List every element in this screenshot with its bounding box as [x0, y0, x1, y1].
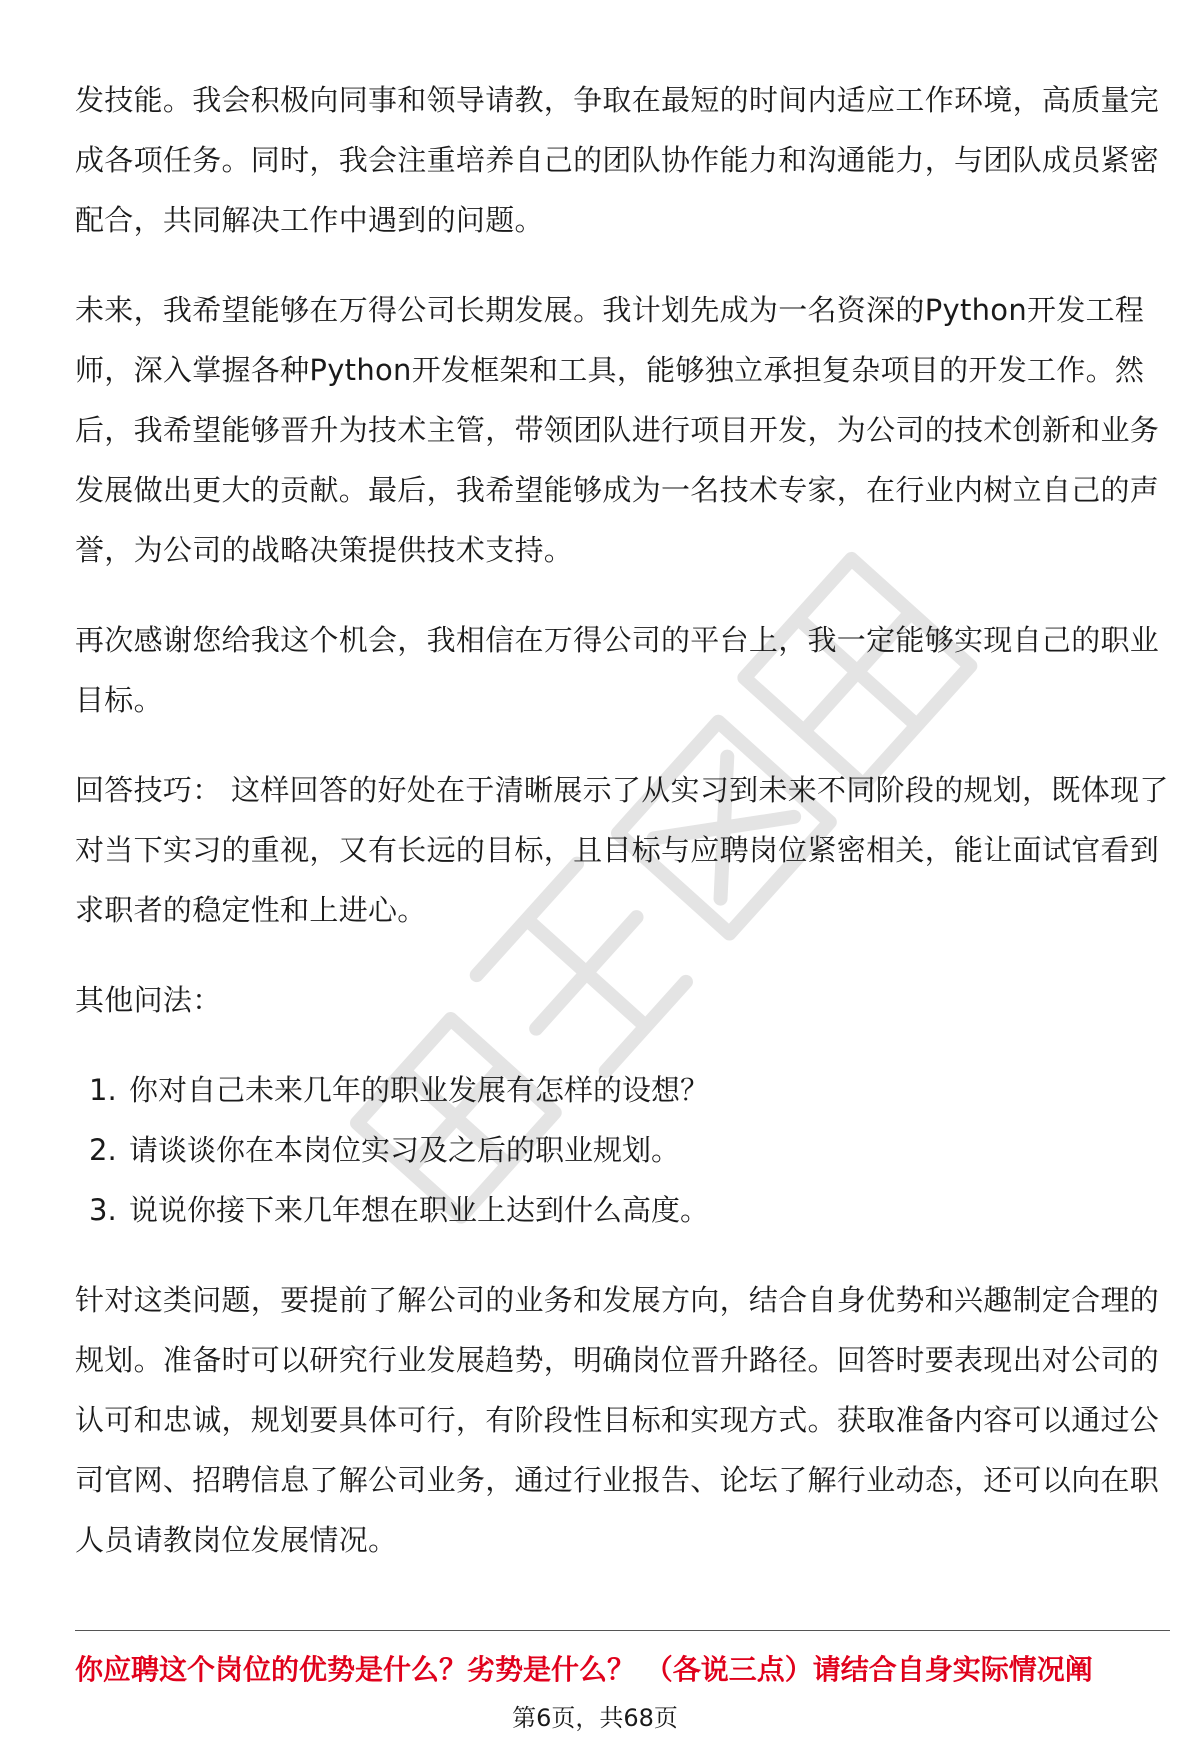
paragraph-preparation-advice: 针对这类问题，要提前了解公司的业务和发展方向，结合自身优势和兴趣制定合理的规划。准备时可以研究行业发展趋势，明确岗位晋升路径。回答时要表现出对公司的认可和忠诚，规划要具体可行，有阶段性目标和实现方式。获取准备内容可以通过公司官网、招聘信息了解公司业务，通过行业报告、论坛了解行业动态，还可以向在职人员请教岗位发展情况。 — [75, 1283, 1160, 1557]
list-item — [75, 1120, 1170, 1180]
other-questions-heading: 其他问法： — [75, 983, 222, 1017]
paragraph-future-plan: 未来，我希望能够在万得公司长期发展。我计划先成为一名资深的Python开发工程师，深入掌握各种Python开发框架和工具，能够独立承担复杂项目的开发工作。然后，我希望能够晋升为技术主管，带领团队进行项目开发，为公司的技术创新和业务发展做出更大的贡献。最后，我希望能够成为一名技术专家，在行业内树立自己的声誉，为公司的战略决策提供技术支持。 — [75, 293, 1160, 567]
paragraph-work-attitude: 发技能。我会积极向同事和领导请教，争取在最短的时间内适应工作环境，高质量完成各项任务。同时，我会注重培养自己的团队协作能力和沟通能力，与团队成员紧密配合，共同解决工作中遇到的问题。 — [75, 83, 1160, 237]
list-item-text: 请谈谈你在本岗位实习及之后的职业规划。 — [129, 1133, 681, 1167]
list-item — [75, 1180, 1170, 1240]
other-questions-list — [75, 1060, 1170, 1240]
list-item-text: 说说你接下来几年想在职业上达到什么高度。 — [129, 1193, 710, 1227]
list-item-number: 1. — [89, 1073, 117, 1107]
list-item — [75, 1060, 1170, 1120]
page-number: 第6页，共68页 — [512, 1704, 678, 1732]
paragraph-thanks: 再次感谢您给我这个机会，我相信在万得公司的平台上，我一定能够实现自己的职业目标。 — [75, 623, 1160, 717]
list-item-number: 3. — [89, 1193, 117, 1227]
section-divider — [75, 1630, 1170, 1631]
list-item-number: 2. — [89, 1133, 117, 1167]
next-question-title: 你应聘这个岗位的优势是什么？劣势是什么？ （各说三点）请结合自身实际情况阐 — [75, 1653, 1093, 1686]
paragraph-answer-tips: 回答技巧： 这样回答的好处在于清晰展示了从实习到未来不同阶段的规划，既体现了对当下实习的重视，又有长远的目标，且目标与应聘岗位紧密相关，能让面试官看到求职者的稳定性和上进心。 — [75, 773, 1169, 927]
document-body — [75, 70, 1170, 1600]
list-item-text: 你对自己未来几年的职业发展有怎样的设想？ — [129, 1073, 710, 1107]
